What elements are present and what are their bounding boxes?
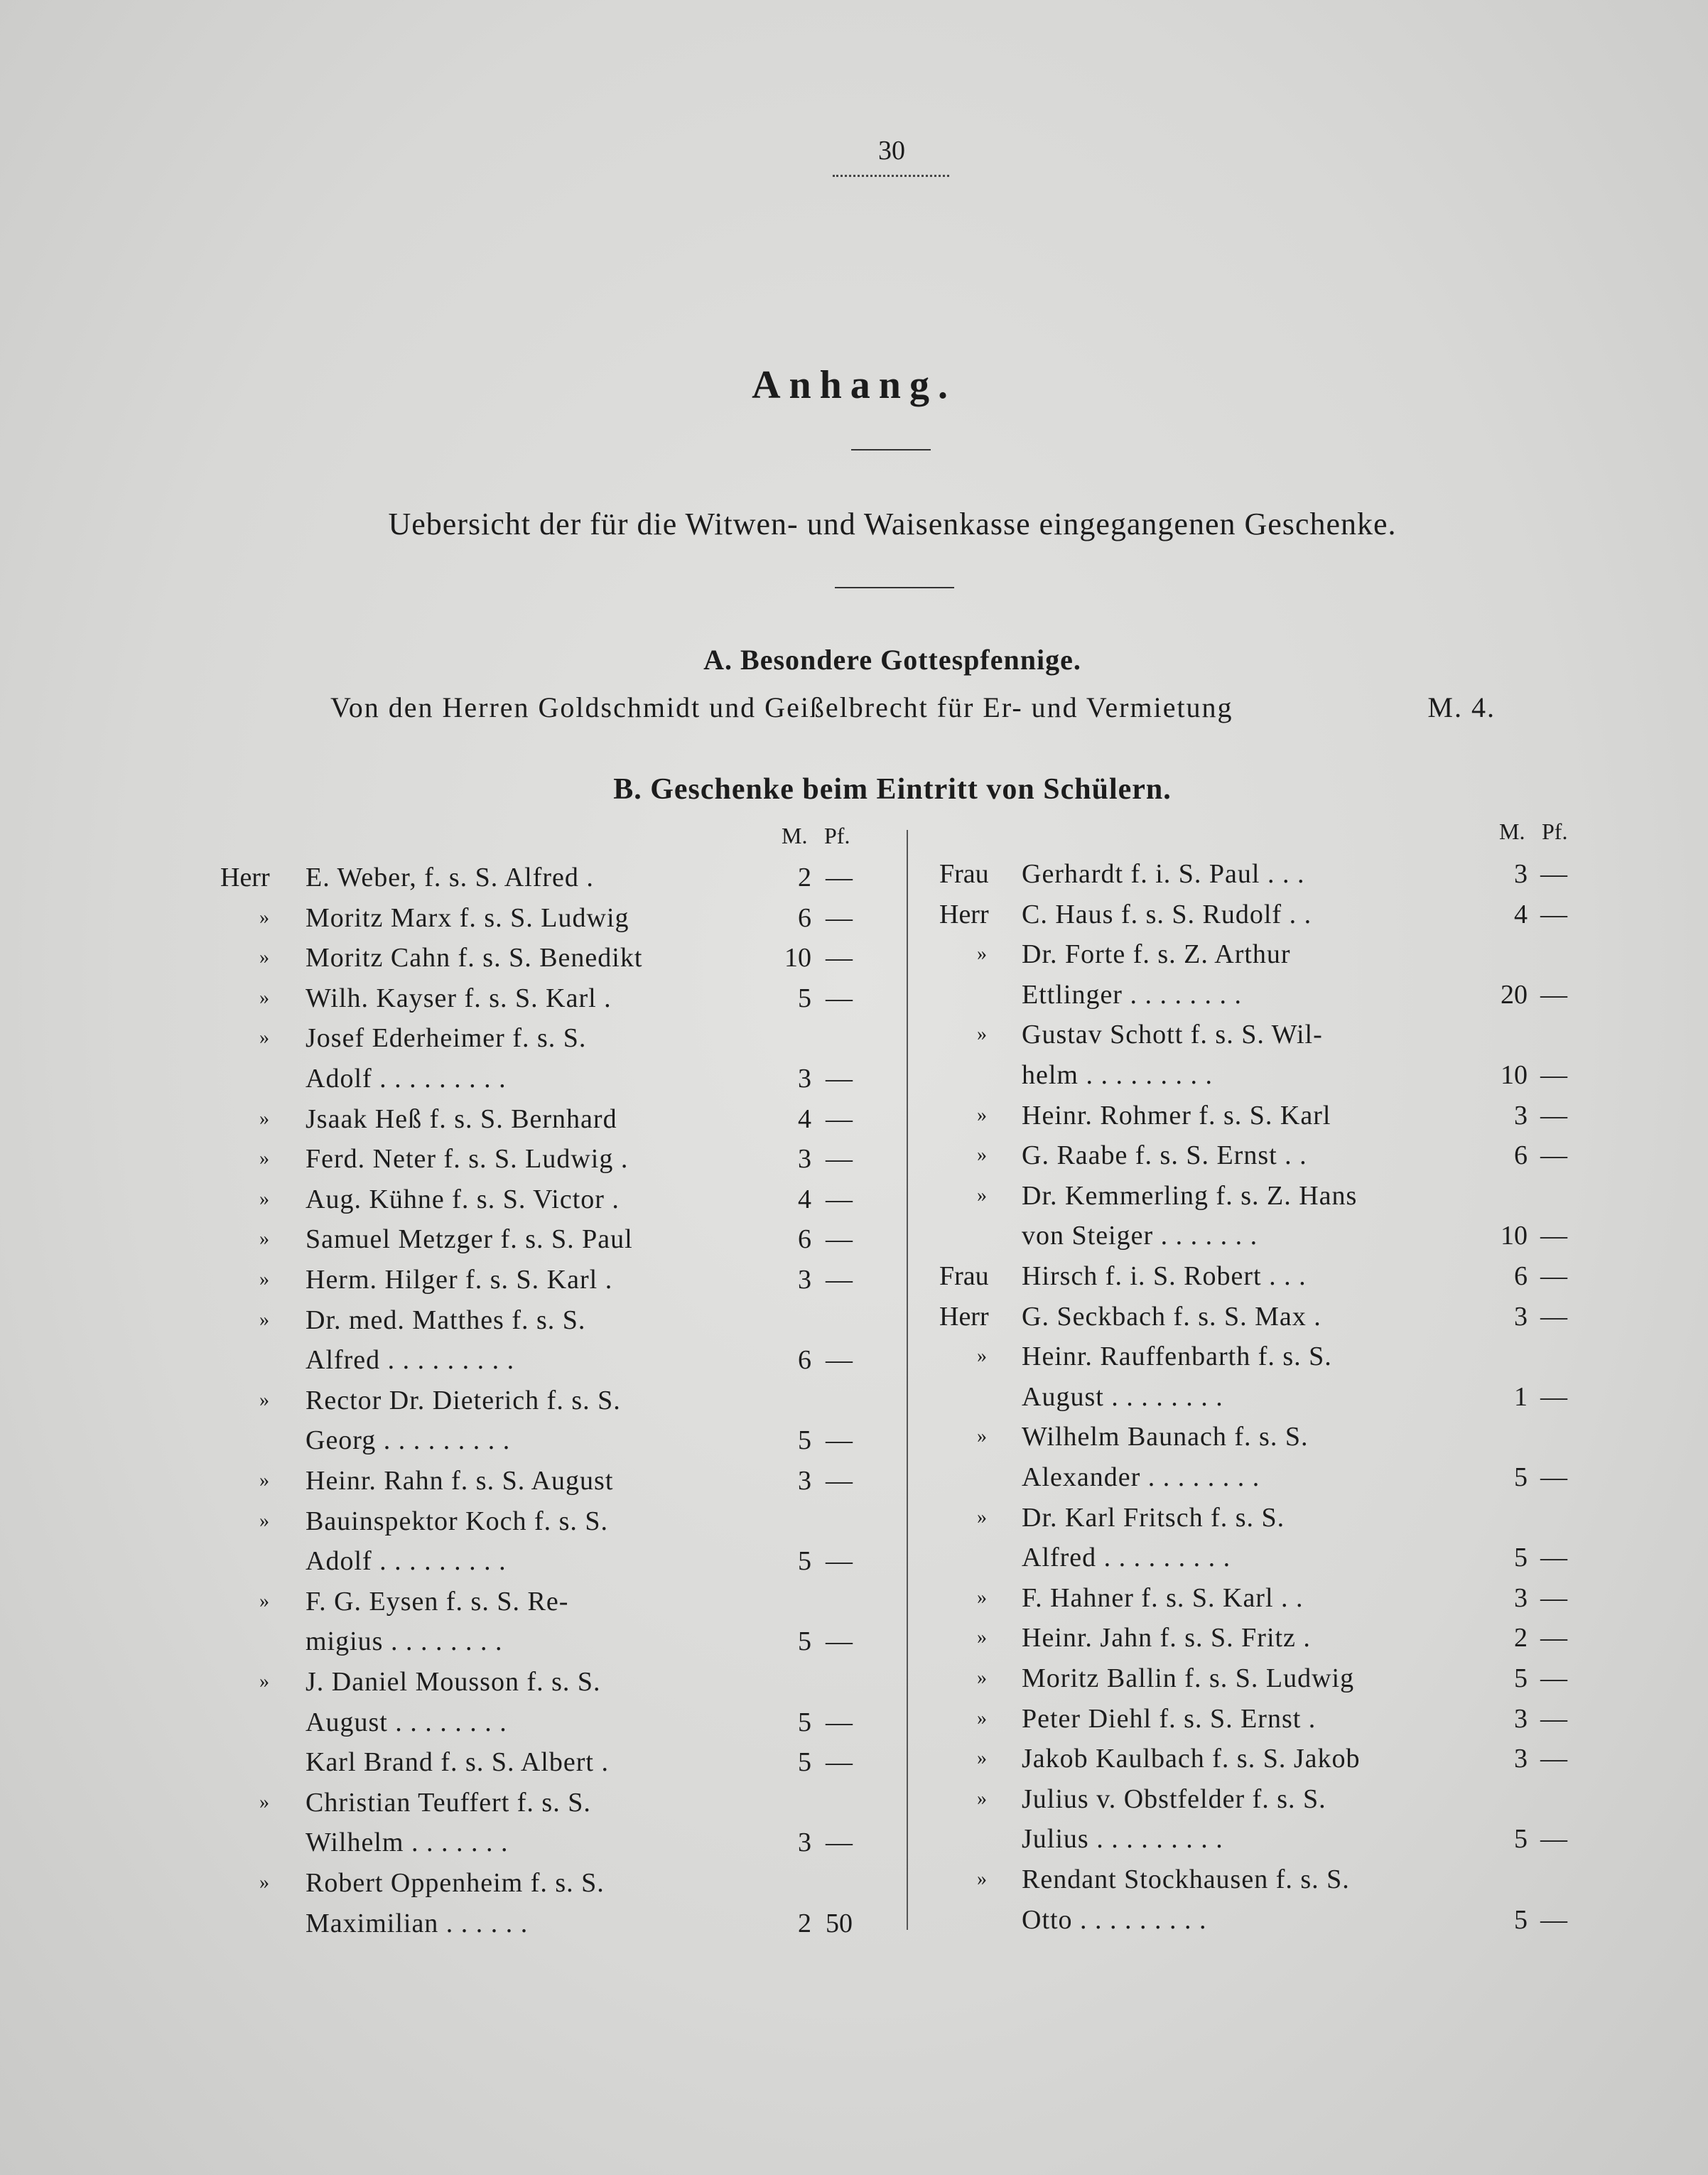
entry-line [0,1540,1708,1575]
amount-pfennig: — [1540,1824,1567,1855]
amount-marks: 5 [1514,1543,1528,1573]
entry-text: Jakob Kaulbach f. s. S. Jakob [1022,1744,1361,1774]
amount-marks: 10 [1501,1060,1528,1090]
ditto-mark: » [259,1872,269,1894]
entry-text: Gustav Schott f. s. S. Wil- [1022,1020,1323,1050]
amount-pfennig: — [826,1828,853,1858]
entry-text: Karl Brand f. s. S. Albert . [306,1747,609,1778]
entry-text: Wilhelm Baunach f. s. S. [1022,1422,1309,1452]
amount-pfennig: — [1540,979,1567,1010]
ditto-mark: » [259,1469,269,1491]
amount-marks: 6 [798,902,811,933]
entry-text: G. Seckbach f. s. S. Max . [1022,1301,1321,1332]
amount-pfennig: — [826,1345,853,1376]
amount-pfennig: — [826,1224,853,1255]
ditto-mark: » [259,946,269,969]
amount-pfennig: — [1540,1301,1567,1332]
amount-pfennig: — [826,943,853,973]
entry-text: Aug. Kühne f. s. S. Victor . [306,1184,620,1214]
entry-text: Heinr. Rohmer f. s. S. Karl [1022,1100,1331,1130]
amount-pfennig: — [1540,1261,1567,1291]
entry-text: Adolf . . . . . . . . . [306,1546,507,1577]
entry-line [0,1620,1708,1656]
entry-line [0,1741,1708,1776]
amount-marks: 3 [798,1144,811,1175]
entry-line [0,1419,1708,1455]
entry-line [0,1218,1708,1253]
amount-marks: 3 [798,1064,811,1094]
amount-pfennig: — [826,1466,853,1496]
entry-text: Heinr. Jahn f. s. S. Fritz . [1022,1623,1311,1653]
amount-marks: 5 [798,983,811,1013]
ditto-mark: » [259,1388,269,1411]
entry-line [0,1138,1708,1173]
entry-text: migius . . . . . . . . [306,1626,503,1657]
ditto-mark: » [977,1707,987,1729]
amount-pfennig: — [1540,1060,1567,1090]
entry-line [0,856,1708,892]
entry-line [0,1781,1708,1817]
amount-pfennig: — [826,1747,853,1778]
amount-marks: 5 [798,1626,811,1657]
amount-marks: 3 [1514,1703,1528,1734]
ditto-mark: » [977,1103,987,1126]
amount-marks: 6 [1514,1261,1528,1291]
entry-text: Robert Oppenheim f. s. S. [306,1868,605,1898]
amount-marks: 10 [1501,1221,1528,1251]
entry-text: G. Raabe f. s. S. Ernst . . [1022,1140,1307,1171]
amount-pfennig: — [1540,1904,1567,1935]
ditto-mark: » [977,1787,987,1810]
entry-line [0,1902,1708,1938]
entry-text: C. Haus f. s. S. Rudolf . . [1022,899,1312,929]
amount-marks: 3 [1514,859,1528,889]
amount-marks: 6 [798,1345,811,1376]
ditto-mark: » [259,1228,269,1251]
amount-marks: 5 [798,1546,811,1577]
amount-pfennig: — [826,1103,853,1134]
ditto-mark: » [977,943,987,966]
entry-salutation: Herr [939,899,989,929]
amount-pfennig: — [1540,1100,1567,1130]
entry-text: Moritz Marx f. s. S. Ludwig [306,902,629,933]
page-title: Anhang. [752,363,956,407]
entry-line [0,937,1708,972]
entry-text: Hirsch f. i. S. Robert . . . [1022,1261,1307,1291]
amount-pfennig: — [826,863,853,892]
entry-text: helm . . . . . . . . . [1022,1060,1213,1090]
ditto-mark: » [977,1667,987,1689]
ditto-mark: » [259,1107,269,1130]
subtitle: Uebersicht der für die Witwen- und Waisenkasse eingegangenen Geschenke. [388,507,1397,541]
right-col-m-header: M. [1499,819,1525,844]
page-number-rule [833,175,949,177]
section-b-heading: B. Geschenke beim Eintritt von Schülern. [613,773,1172,806]
section-a-text: Von den Herren Goldschmidt und Geißelbrecht für Er- und Vermietung [330,691,1233,723]
amount-pfennig: — [826,1265,853,1295]
entry-text: Alfred . . . . . . . . . [306,1345,515,1376]
section-a-line [330,691,1496,724]
amount-marks: 3 [1514,1100,1528,1130]
entry-line [0,1459,1708,1495]
entry-text: J. Daniel Mousson f. s. S. [306,1667,601,1697]
entry-text: Dr. Kemmerling f. s. Z. Hans [1022,1180,1358,1211]
entry-line [0,1580,1708,1616]
amount-pfennig: — [1540,1663,1567,1693]
ditto-mark: » [259,1509,269,1532]
entry-text: Alexander . . . . . . . . [1022,1462,1260,1492]
amount-marks: 4 [798,1103,811,1134]
entry-text: Wilhelm . . . . . . . [306,1828,509,1858]
amount-marks: 5 [798,1425,811,1456]
entry-text: Ettlinger . . . . . . . . [1022,979,1242,1010]
entry-text: Wilh. Kayser f. s. S. Karl . [306,983,612,1013]
entry-text: F. Hahner f. s. S. Karl . . [1022,1582,1304,1613]
left-col-m-header: M. [782,823,808,848]
entry-line [0,1258,1708,1294]
amount-pfennig: — [826,1626,853,1657]
amount-marks: 3 [798,1265,811,1295]
amount-marks: 3 [1514,1744,1528,1774]
entry-text: August . . . . . . . . [306,1707,507,1737]
entry-text: Gerhardt f. i. S. Paul . . . [1022,859,1305,889]
entry-text: Peter Diehl f. s. S. Ernst . [1022,1703,1317,1734]
ditto-mark: » [977,1023,987,1046]
amount-marks: 6 [798,1224,811,1255]
entry-text: Adolf . . . . . . . . . [306,1064,507,1094]
amount-marks: 2 [798,863,811,892]
amount-marks: 2 [1514,1623,1528,1653]
amount-pfennig: — [1540,1462,1567,1492]
entry-line [0,897,1708,932]
amount-marks: 10 [784,943,811,973]
ditto-mark: » [259,1671,269,1693]
entry-text: Dr. Forte f. s. Z. Arthur [1022,939,1291,970]
entry-text: Ferd. Neter f. s. S. Ludwig . [306,1144,629,1175]
left-col-pf-header: Pf. [824,823,850,848]
ditto-mark: » [977,1586,987,1609]
ditto-mark: » [977,1184,987,1207]
amount-pfennig: — [1540,1744,1567,1774]
entry-text: Rector Dr. Dieterich f. s. S. [306,1385,621,1415]
amount-pfennig: — [1540,1703,1567,1734]
amount-marks: 4 [1514,899,1528,929]
ditto-mark: » [259,1187,269,1210]
amount-marks: 3 [798,1828,811,1858]
entry-text: August . . . . . . . . [1022,1381,1223,1412]
ditto-mark: » [977,1345,987,1368]
entry-line [0,1661,1708,1696]
ditto-mark: » [977,1506,987,1528]
entry-text: Alfred . . . . . . . . . [1022,1543,1231,1573]
entry-text: F. G. Eysen f. s. S. Re- [306,1586,569,1617]
entry-text: Heinr. Rahn f. s. S. August [306,1466,614,1496]
amount-marks: 3 [798,1466,811,1496]
amount-pfennig: — [1540,1543,1567,1573]
ditto-mark: » [259,1791,269,1813]
entry-text: Bauinspektor Koch f. s. S. [306,1506,609,1536]
entry-line [0,1299,1708,1334]
entry-salutation: Herr [939,1301,989,1332]
page-number: 30 [878,136,905,166]
ditto-mark: » [259,1268,269,1290]
amount-pfennig: — [826,1425,853,1456]
amount-marks: 1 [1514,1381,1528,1412]
entry-text: Rendant Stockhausen f. s. S. [1022,1864,1350,1894]
amount-pfennig: — [826,1064,853,1094]
amount-pfennig: — [1540,1582,1567,1613]
entry-text: Heinr. Rauffenbarth f. s. S. [1022,1342,1332,1372]
entry-text: Jsaak Heß f. s. S. Bernhard [306,1103,617,1134]
section-a-amount: M. 4. [1427,691,1496,723]
entry-line [0,1701,1708,1737]
ditto-mark: » [977,1425,987,1448]
ditto-mark: » [977,1144,987,1167]
subtitle-rule [835,587,954,588]
amount-marks: 3 [1514,1301,1528,1332]
ditto-mark: » [977,1747,987,1770]
amount-pfennig: — [826,1546,853,1577]
entry-text: Julius v. Obstfelder f. s. S. [1022,1783,1326,1814]
ditto-mark: » [977,1868,987,1890]
entry-text: Herm. Hilger f. s. S. Karl . [306,1265,613,1295]
entry-line [0,1379,1708,1415]
entry-text: Julius . . . . . . . . . [1022,1824,1223,1855]
amount-marks: 5 [798,1747,811,1778]
amount-marks: 3 [1514,1582,1528,1613]
amount-pfennig: — [826,1184,853,1214]
entry-line [0,1821,1708,1857]
entry-line [0,1098,1708,1133]
amount-marks: 5 [798,1707,811,1737]
amount-pfennig: — [826,1144,853,1175]
amount-pfennig: — [1540,1623,1567,1653]
entry-line [0,977,1708,1013]
entry-text: Dr. med. Matthes f. s. S. [306,1305,586,1335]
title-rule [851,449,931,450]
entry-line [0,1862,1708,1897]
entry-text: Samuel Metzger f. s. S. Paul [306,1224,633,1255]
amount-pfennig: — [1540,1381,1567,1412]
amount-pfennig: — [826,902,853,933]
amount-pfennig: — [826,983,853,1013]
amount-pfennig: — [1540,1221,1567,1251]
entry-line [0,1057,1708,1093]
entry-text: von Steiger . . . . . . . [1022,1221,1258,1251]
amount-marks: 6 [1514,1140,1528,1171]
ditto-mark: » [259,1308,269,1331]
section-a-heading: A. Besondere Gottespfennige. [703,644,1081,676]
amount-marks: 4 [798,1184,811,1214]
amount-marks: 5 [1514,1904,1528,1935]
ditto-mark: » [977,1626,987,1649]
amount-marks: 20 [1501,979,1528,1010]
entry-line [0,1017,1708,1052]
ditto-mark: » [259,1148,269,1170]
entry-line [0,1339,1708,1374]
entry-text: Maximilian . . . . . . [306,1908,529,1938]
entry-salutation: Frau [939,859,989,889]
entry-text: Dr. Karl Fritsch f. s. S. [1022,1502,1285,1533]
entry-text: Moritz Cahn f. s. S. Benedikt [306,943,643,973]
entry-text: Otto . . . . . . . . . [1022,1904,1207,1935]
entry-line [0,1178,1708,1214]
amount-marks: 5 [1514,1824,1528,1855]
ditto-mark: » [259,986,269,1009]
entry-text: Josef Ederheimer f. s. S. [306,1023,587,1054]
amount-pfennig: — [1540,1140,1567,1171]
entry-text: E. Weber, f. s. S. Alfred . [306,863,594,892]
entry-text: Moritz Ballin f. s. S. Ludwig [1022,1663,1355,1693]
amount-marks: 5 [1514,1663,1528,1693]
amount-pfennig: 50 [826,1908,853,1938]
amount-pfennig: — [1540,899,1567,929]
entry-salutation: Frau [939,1261,989,1291]
amount-marks: 2 [798,1908,811,1938]
ditto-mark: » [259,906,269,929]
amount-marks: 5 [1514,1462,1528,1492]
entry-text: Georg . . . . . . . . . [306,1425,511,1456]
right-col-pf-header: Pf. [1542,819,1568,844]
entry-salutation: Herr [220,863,270,892]
ditto-mark: » [259,1590,269,1612]
entry-text: Christian Teuffert f. s. S. [306,1787,591,1818]
amount-pfennig: — [1540,859,1567,889]
entry-line [0,1500,1708,1536]
amount-pfennig: — [826,1707,853,1737]
ditto-mark: » [259,1027,269,1049]
